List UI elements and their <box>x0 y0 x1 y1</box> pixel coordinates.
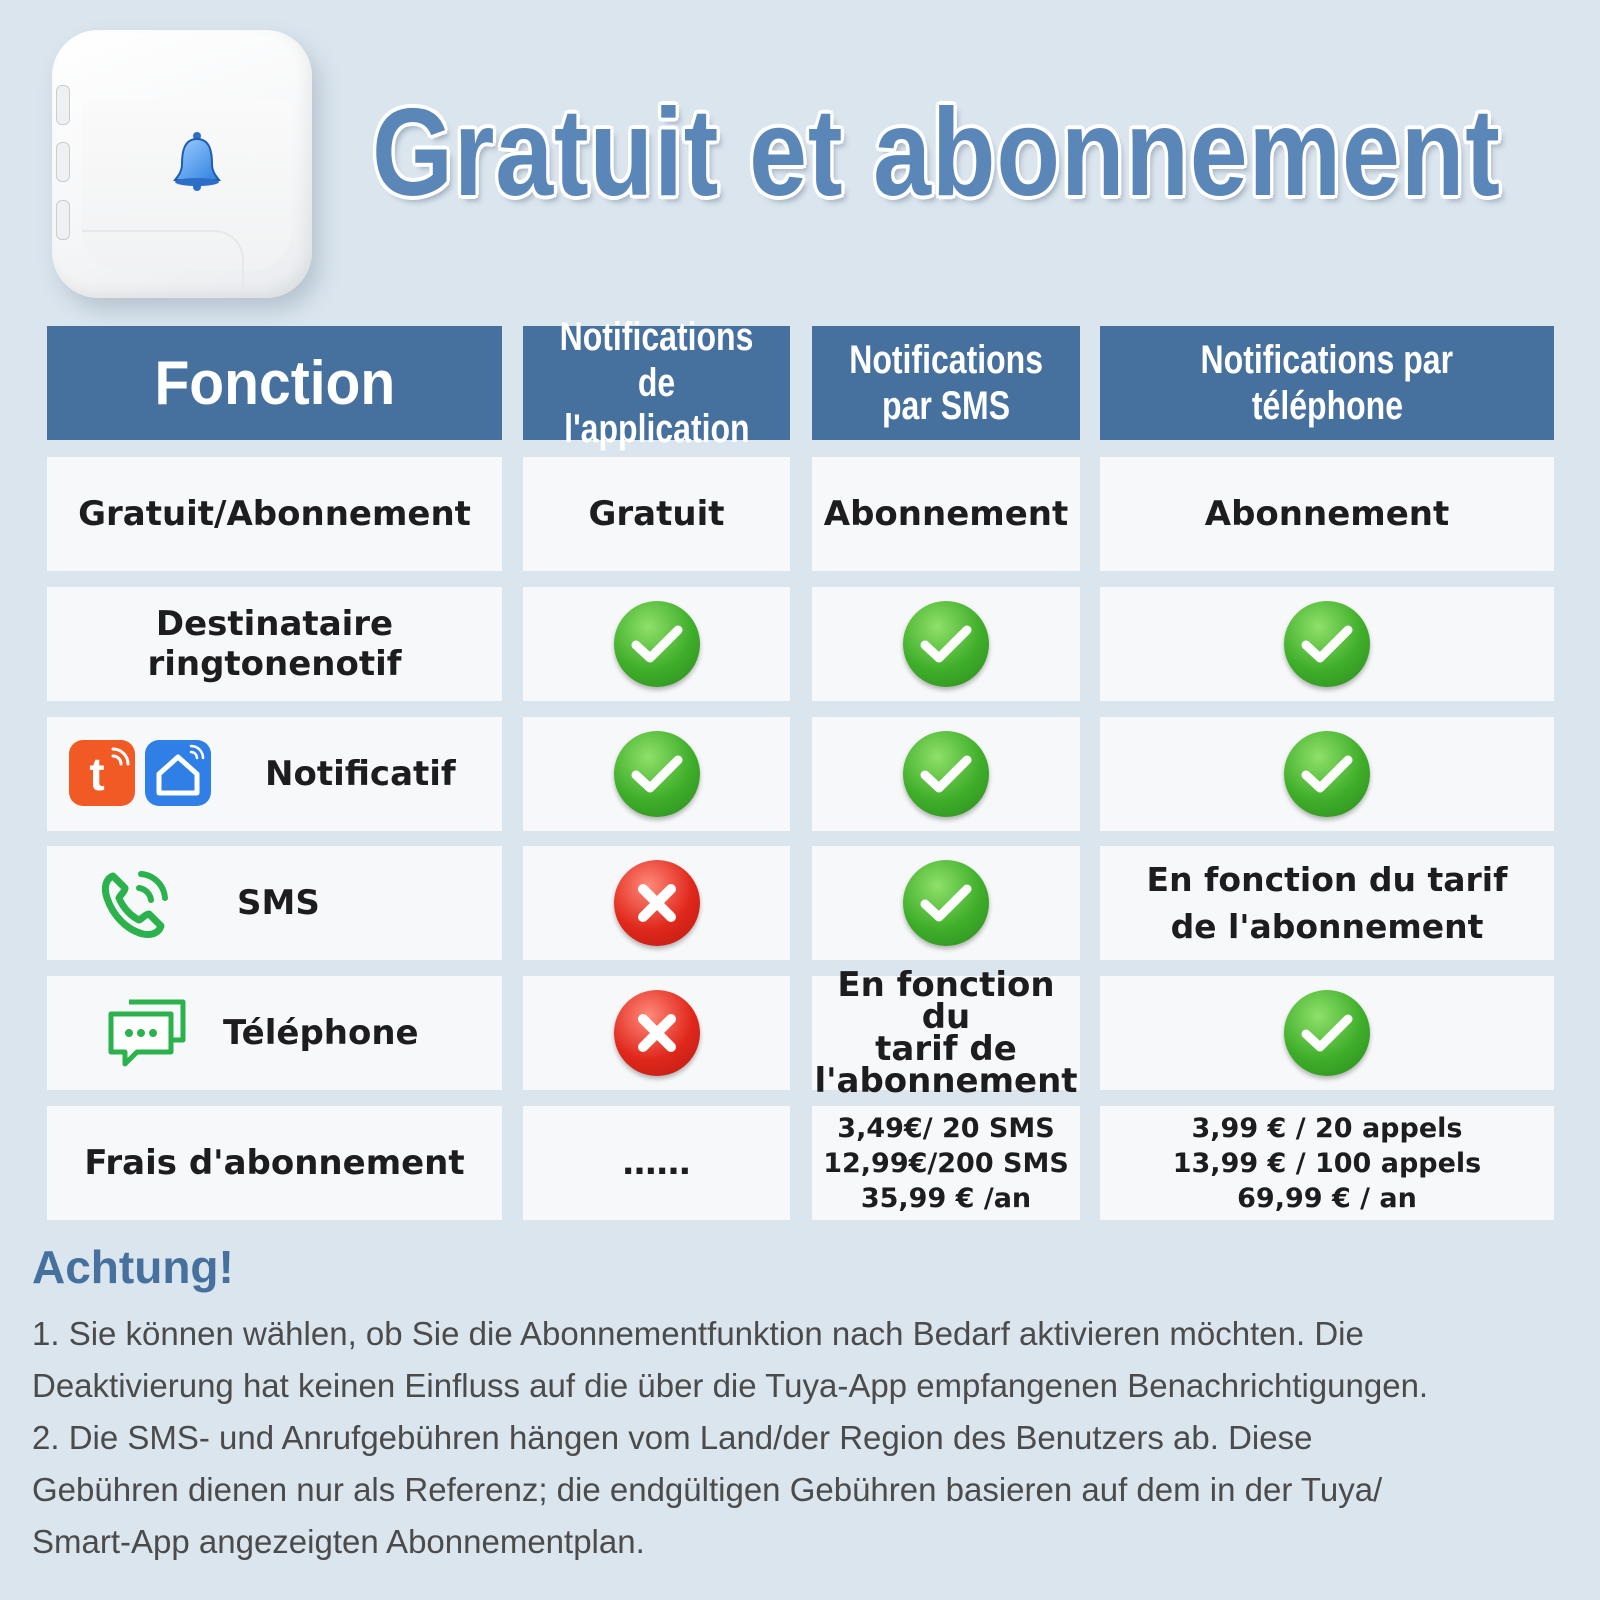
cell-phone-sms <box>1100 846 1554 960</box>
cell-sms-sms <box>812 846 1080 960</box>
note-line: 1. Sie können wählen, ob Sie die Abonnementfunktion nach Bedarf aktivieren möchten. Die <box>32 1315 1364 1352</box>
header-sms-line1: Notifications <box>849 338 1043 382</box>
cell-app-frais: …… <box>523 1106 790 1220</box>
sms-price-line2: 12,99€/200 SMS <box>823 1147 1069 1179</box>
bell-icon <box>172 130 222 192</box>
row-label-destinataire: Destinataire ringtonenotif <box>47 587 502 701</box>
cell-app-sms <box>523 846 790 960</box>
row-label-sms <box>47 846 502 960</box>
row-label-telephone <box>47 976 502 1090</box>
header-phone-line2: téléphone <box>1251 384 1403 428</box>
checkmark-icon <box>903 601 989 687</box>
cell-phone-telephone <box>1100 976 1554 1090</box>
tuya-app-icon <box>69 740 135 806</box>
cell-phone-frais <box>1100 1106 1554 1220</box>
checkmark-icon <box>903 860 989 946</box>
phone-price-line2: 13,99 € / 100 appels <box>1172 1147 1482 1179</box>
phone-price-line3: 69,99 € / an <box>1237 1182 1417 1214</box>
header-app-line2: l'application <box>563 407 750 451</box>
doorbell-receiver-image <box>52 30 312 298</box>
telephone-label: Téléphone <box>223 1013 419 1053</box>
checkmark-icon <box>1284 990 1370 1076</box>
cell-phone-abonnement: Abonnement <box>1100 457 1554 571</box>
notificatif-label: Notificatif <box>265 754 456 794</box>
cell-sms-destinataire <box>812 587 1080 701</box>
sms-tarif-line1: En fonction du tarif <box>1146 860 1508 899</box>
note-line: 2. Die SMS- und Anrufgebühren hängen vom Land/der Region des Benutzers ab. Diese <box>32 1419 1313 1456</box>
cross-icon <box>614 860 700 946</box>
header-phone-line1: Notifications par <box>1200 338 1454 382</box>
row-label-gratuit-abonnement: Gratuit/Abonnement <box>47 457 502 571</box>
cell-app-destinataire <box>523 587 790 701</box>
smart-life-app-icon <box>145 740 211 806</box>
cell-sms-frais <box>812 1106 1080 1220</box>
chat-message-icon <box>107 998 189 1070</box>
cell-app-notificatif <box>523 717 790 831</box>
header-phone-notifications <box>1100 326 1554 440</box>
sms-label: SMS <box>237 883 320 923</box>
page-title: Gratuit et abonnement <box>372 84 1501 222</box>
sms-price-line1: 3,49€/ 20 SMS <box>837 1112 1055 1144</box>
sms-tarif-line2: de l'abonnement <box>1170 907 1484 946</box>
checkmark-icon <box>1284 731 1370 817</box>
note-line: Deaktivierung hat keinen Einfluss auf die über die Tuya-App empfangenen Benachrichtigungen. <box>32 1367 1429 1404</box>
device-side-button <box>56 85 70 125</box>
row-label-frais: Frais d'abonnement <box>47 1106 502 1220</box>
checkmark-icon <box>614 601 700 687</box>
svg-text:t: t <box>89 748 105 800</box>
header-app-notifications <box>523 315 790 451</box>
header-sms-line2: par SMS <box>881 384 1011 428</box>
cell-phone-notificatif <box>1100 717 1554 831</box>
cell-phone-destinataire <box>1100 587 1554 701</box>
cell-app-telephone <box>523 976 790 1090</box>
header-fonction-label: Fonction <box>154 348 395 418</box>
cell-app-gratuit: Gratuit <box>523 457 790 571</box>
cell-sms-abonnement: Abonnement <box>812 457 1080 571</box>
cell-sms-notificatif <box>812 717 1080 831</box>
header-app-line1: Notifications de <box>559 315 754 405</box>
device-panel-edge <box>82 230 244 292</box>
telephone-tarif-line2: tarif de <box>875 1029 1017 1069</box>
cross-icon <box>614 990 700 1076</box>
header-sms-notifications <box>812 326 1080 440</box>
note-line: Gebühren dienen nur als Referenz; die endgültigen Gebühren basieren auf dem in der Tuya/ <box>32 1471 1383 1508</box>
row-label-notificatif <box>47 717 502 831</box>
header-fonction <box>47 326 502 440</box>
note-line: Smart-App angezeigten Abonnementplan. <box>32 1523 645 1560</box>
phone-price-line1: 3,99 € / 20 appels <box>1191 1112 1463 1144</box>
cell-sms-telephone <box>812 965 1080 1101</box>
checkmark-icon <box>903 731 989 817</box>
telephone-tarif-line1: En fonction du <box>837 965 1055 1037</box>
checkmark-icon <box>614 731 700 817</box>
device-side-button <box>56 142 70 182</box>
device-side-button <box>56 200 70 240</box>
phone-call-icon <box>99 866 173 940</box>
checkmark-icon <box>1284 601 1370 687</box>
telephone-tarif-line3: l'abonnement <box>814 1061 1078 1101</box>
sms-price-line3: 35,99 € /an <box>860 1182 1032 1214</box>
notes-title: Achtung! <box>32 1241 234 1293</box>
